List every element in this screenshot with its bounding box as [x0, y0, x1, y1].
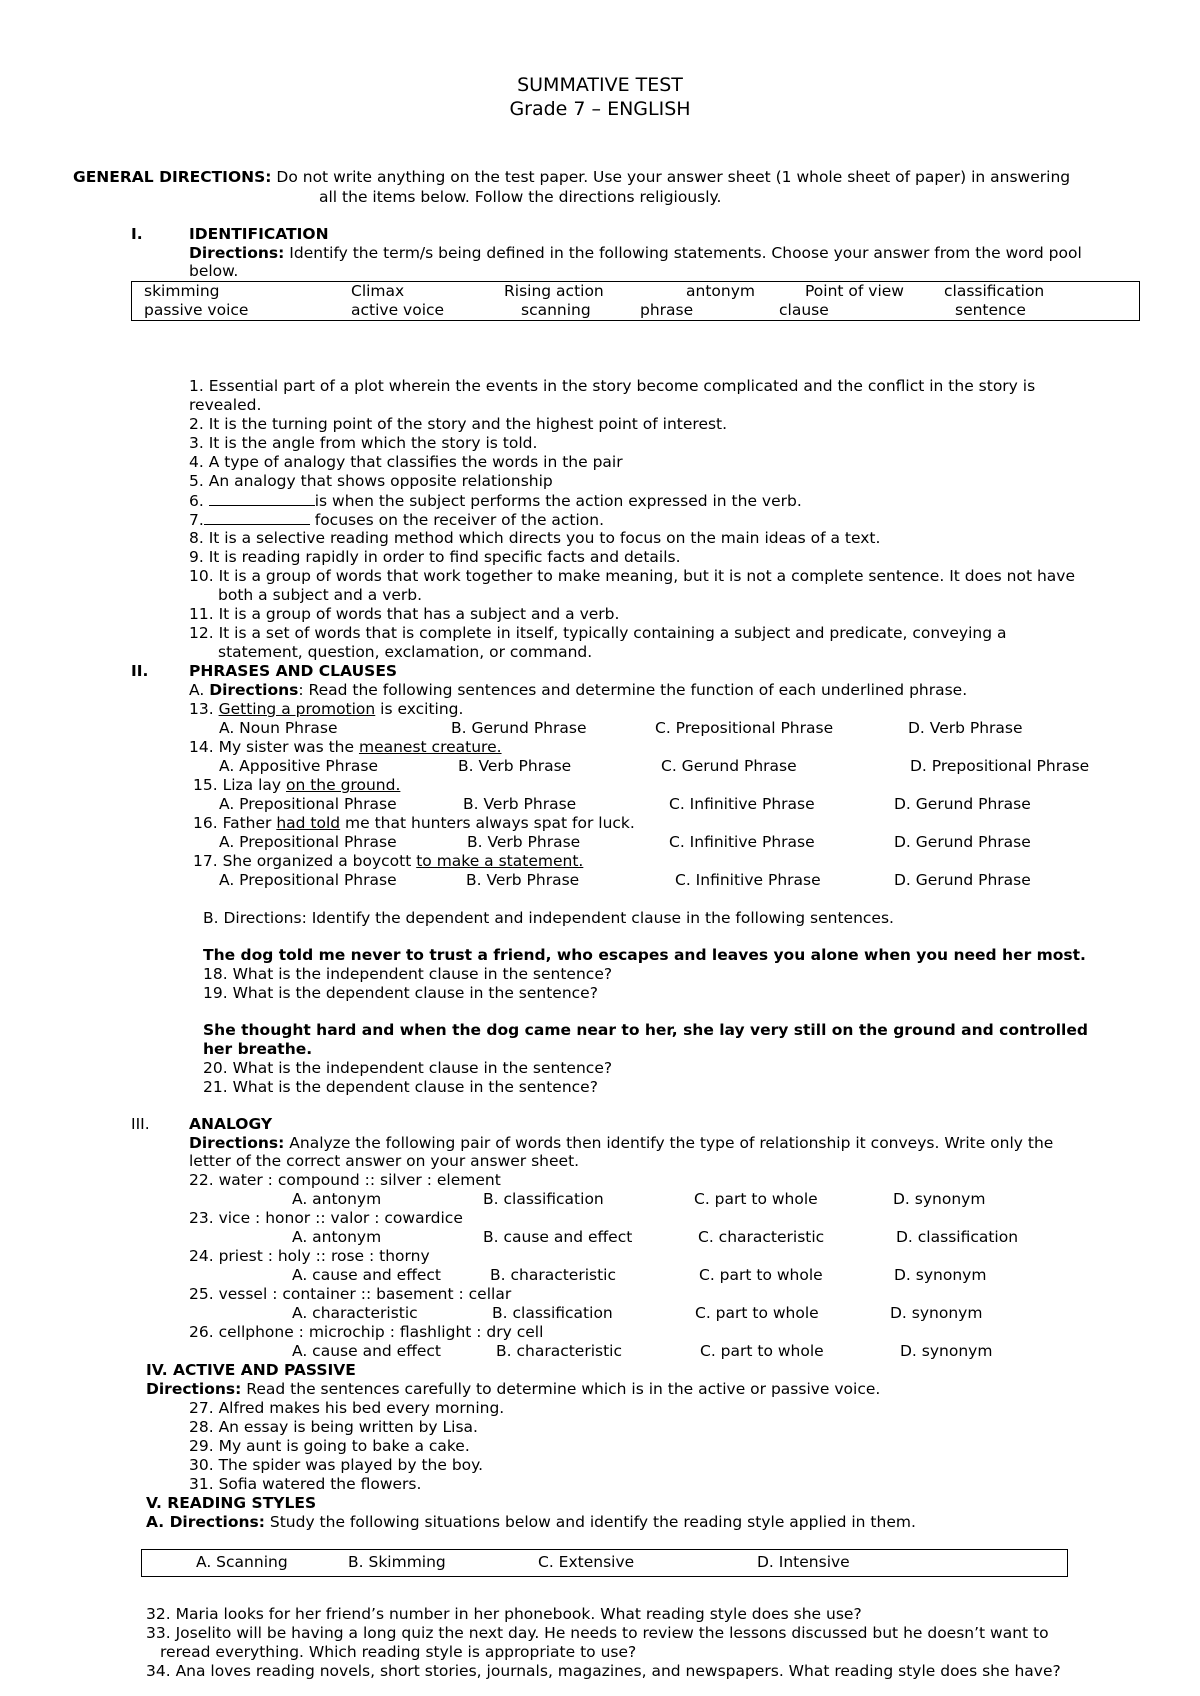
option: C. part to whole: [699, 1266, 823, 1284]
word-pool-item: classification: [944, 282, 1045, 300]
option: C. Gerund Phrase: [661, 757, 797, 775]
sentence: her breathe.: [203, 1040, 313, 1058]
option: A. antonym: [292, 1228, 382, 1246]
list-item: revealed.: [189, 396, 262, 414]
option: A. characteristic: [292, 1304, 418, 1322]
general-directions: [73, 168, 1070, 187]
option: C. part to whole: [694, 1190, 818, 1208]
directions-text: Identify the term/s being defined in the following statements. Choose your answer from the word pool: [289, 244, 1082, 262]
list-item: 3. It is the angle from which the story is told.: [189, 434, 538, 452]
underlined-phrase: to make a statement.: [416, 852, 584, 870]
question: [193, 776, 400, 795]
question-text: 16. Father: [193, 814, 277, 832]
option: B. Verb Phrase: [466, 871, 580, 889]
question: 23. vice : honor :: valor : cowardice: [189, 1209, 463, 1227]
option: D. Gerund Phrase: [894, 833, 1031, 851]
directions-label: Directions: [209, 681, 299, 699]
list-item: 1. Essential part of a plot wherein the events in the story become complicated and the conflict in the story is: [189, 377, 1036, 395]
option: D. synonym: [890, 1304, 983, 1322]
question-text: 14. My sister was the: [189, 738, 359, 756]
list-item: 8. It is a selective reading method which directs you to focus on the main ideas of a text.: [189, 529, 881, 547]
directions-text: : Read the following sentences and determine the function of each underlined phrase.: [298, 681, 968, 699]
word-pool-item: scanning: [521, 301, 591, 319]
option: D. synonym: [893, 1190, 986, 1208]
sentence: She thought hard and when the dog came near to her, she lay very still on the ground and controlled: [203, 1021, 1088, 1039]
directions-text-2: below.: [189, 262, 239, 280]
sentence: The dog told me never to trust a friend, who escapes and leaves you alone when you need her most.: [203, 946, 1086, 964]
list-item: both a subject and a verb.: [218, 586, 423, 604]
question: 24. priest : holy :: rose : thorny: [189, 1247, 430, 1265]
question: [193, 852, 583, 871]
choice: B. Skimming: [348, 1553, 446, 1571]
question: [189, 700, 463, 719]
option: D. Gerund Phrase: [894, 795, 1031, 813]
list-item: [189, 491, 802, 511]
section-directions: [146, 1380, 880, 1399]
choice: D. Intensive: [757, 1553, 850, 1571]
option: C. part to whole: [700, 1342, 824, 1360]
list-item: [189, 510, 604, 530]
list-item: 29. My aunt is going to bake a cake.: [189, 1437, 470, 1455]
list-item: statement, question, exclamation, or command.: [218, 643, 593, 661]
directions-label: A. Directions:: [146, 1513, 265, 1531]
option: B. classification: [483, 1190, 604, 1208]
question-text: 15. Liza lay: [193, 776, 286, 794]
list-item: 9. It is reading rapidly in order to find specific facts and details.: [189, 548, 681, 566]
item-text: focuses on the receiver of the action.: [314, 511, 605, 529]
list-item: 4. A type of analogy that classifies the words in the pair: [189, 453, 623, 471]
option: B. Verb Phrase: [467, 833, 581, 851]
option: C. Prepositional Phrase: [655, 719, 834, 737]
list-item: 28. An essay is being written by Lisa.: [189, 1418, 478, 1436]
option: B. Gerund Phrase: [451, 719, 587, 737]
question: 21. What is the dependent clause in the sentence?: [203, 1078, 598, 1096]
option: C. Infinitive Phrase: [669, 833, 815, 851]
choice: A. Scanning: [196, 1553, 288, 1571]
list-item: 10. It is a group of words that work together to make meaning, but it is not a complete sentence. It does not have: [189, 567, 1075, 585]
question: 33. Joselito will be having a long quiz the next day. He needs to review the lessons discussed but he doesn’t want to: [146, 1624, 1049, 1642]
option: A. Prepositional Phrase: [219, 795, 397, 813]
answer-blank: [209, 491, 315, 506]
list-item: 5. An analogy that shows opposite relationship: [189, 472, 553, 490]
section-heading: V. READING STYLES: [146, 1494, 317, 1512]
word-pool-item: Rising action: [504, 282, 604, 300]
option: A. antonym: [292, 1190, 382, 1208]
item-text: is when the subject performs the action expressed in the verb.: [314, 492, 802, 510]
directions-text: Study the following situations below and identify the reading style applied in them.: [269, 1513, 916, 1531]
option: C. Infinitive Phrase: [675, 871, 821, 889]
option: A. Appositive Phrase: [219, 757, 379, 775]
question-number: 13.: [189, 700, 214, 718]
list-item: 2. It is the turning point of the story and the highest point of interest.: [189, 415, 728, 433]
question: [189, 738, 502, 757]
directions-label: Directions:: [146, 1380, 242, 1398]
option: C. characteristic: [698, 1228, 825, 1246]
general-directions-text: Do not write anything on the test paper. Use your answer sheet (1 whole sheet of paper) in answering: [276, 168, 1071, 186]
option: B. Verb Phrase: [463, 795, 577, 813]
list-item: 27. Alfred makes his bed every morning.: [189, 1399, 505, 1417]
section-heading: PHRASES AND CLAUSES: [189, 662, 398, 680]
word-pool-item: skimming: [144, 282, 220, 300]
section-numeral: II.: [131, 662, 149, 680]
word-pool-item: antonym: [686, 282, 755, 300]
option: D. Verb Phrase: [908, 719, 1023, 737]
section-directions: B. Directions: Identify the dependent and independent clause in the following sentences.: [203, 909, 894, 927]
item-number: 6.: [189, 492, 204, 510]
underlined-phrase: meanest creature.: [358, 738, 502, 756]
underlined-phrase: Getting a promotion: [218, 700, 376, 718]
question: [193, 814, 635, 833]
option: B. cause and effect: [483, 1228, 633, 1246]
choice: C. Extensive: [538, 1553, 635, 1571]
underlined-phrase: had told: [276, 814, 341, 832]
option: B. Verb Phrase: [458, 757, 572, 775]
option: A. cause and effect: [292, 1266, 442, 1284]
option: D. synonym: [894, 1266, 987, 1284]
option: D. synonym: [900, 1342, 993, 1360]
question: reread everything. Which reading style is appropriate to use?: [160, 1643, 637, 1661]
question: 22. water : compound :: silver : element: [189, 1171, 501, 1189]
word-pool-item: Climax: [351, 282, 405, 300]
option: A. Noun Phrase: [219, 719, 338, 737]
underlined-phrase: on the ground.: [286, 776, 401, 794]
word-pool-item: phrase: [640, 301, 694, 319]
section-directions: [189, 1134, 1053, 1153]
directions-text: Read the sentences carefully to determine which is in the active or passive voice.: [246, 1380, 881, 1398]
section-directions: [189, 681, 967, 700]
word-pool-item: Point of view: [805, 282, 904, 300]
list-item: 30. The spider was played by the boy.: [189, 1456, 484, 1474]
option: D. Prepositional Phrase: [910, 757, 1090, 775]
part-letter: A.: [189, 681, 205, 699]
option: B. classification: [492, 1304, 613, 1322]
page-subtitle: Grade 7 – ENGLISH: [509, 98, 691, 120]
option: B. characteristic: [490, 1266, 616, 1284]
question: 26. cellphone : microchip : flashlight : dry cell: [189, 1323, 544, 1341]
page-title: SUMMATIVE TEST: [517, 74, 683, 96]
question-text: 17. She organized a boycott: [193, 852, 417, 870]
directions-text: Analyze the following pair of words then identify the type of relationship it conveys. Write only the: [289, 1134, 1054, 1152]
word-pool-item: active voice: [351, 301, 445, 319]
question-text: is exciting.: [375, 700, 464, 718]
list-item: 31. Sofia watered the flowers.: [189, 1475, 422, 1493]
general-directions-label: GENERAL DIRECTIONS:: [73, 168, 272, 186]
word-pool-item: clause: [779, 301, 829, 319]
item-number: 7.: [189, 511, 204, 529]
section-directions: [146, 1513, 916, 1532]
option: D. classification: [896, 1228, 1019, 1246]
word-pool-item: passive voice: [144, 301, 249, 319]
list-item: 11. It is a group of words that has a subject and a verb.: [189, 605, 620, 623]
option: A. Prepositional Phrase: [219, 833, 397, 851]
directions-label: Directions:: [189, 1134, 285, 1152]
question: 18. What is the independent clause in the sentence?: [203, 965, 613, 983]
option: C. part to whole: [695, 1304, 819, 1322]
general-directions-text-2: all the items below. Follow the directions religiously.: [319, 188, 722, 206]
question: 34. Ana loves reading novels, short stories, journals, magazines, and newspapers. What reading style does she have?: [146, 1662, 1061, 1680]
section-numeral: III.: [131, 1115, 150, 1133]
directions-text-2: letter of the correct answer on your answer sheet.: [189, 1152, 580, 1170]
option: B. characteristic: [496, 1342, 622, 1360]
section-heading: ANALOGY: [189, 1115, 273, 1133]
question: 19. What is the dependent clause in the sentence?: [203, 984, 598, 1002]
question-text: me that hunters always spat for luck.: [340, 814, 635, 832]
option: D. Gerund Phrase: [894, 871, 1031, 889]
question: 25. vessel : container :: basement : cellar: [189, 1285, 512, 1303]
option: C. Infinitive Phrase: [669, 795, 815, 813]
word-pool-item: sentence: [955, 301, 1026, 319]
question: 32. Maria looks for her friend’s number in her phonebook. What reading style does she use?: [146, 1605, 862, 1623]
section-numeral: I.: [131, 225, 143, 243]
option: A. cause and effect: [292, 1342, 442, 1360]
list-item: 12. It is a set of words that is complete in itself, typically containing a subject and predicate, conveying a: [189, 624, 1007, 642]
question: 20. What is the independent clause in the sentence?: [203, 1059, 613, 1077]
answer-blank: [204, 510, 310, 525]
directions-label: Directions:: [189, 244, 285, 262]
section-heading: IDENTIFICATION: [189, 225, 329, 243]
section-directions: [189, 244, 1082, 263]
section-heading: IV. ACTIVE AND PASSIVE: [146, 1361, 356, 1379]
option: A. Prepositional Phrase: [219, 871, 397, 889]
